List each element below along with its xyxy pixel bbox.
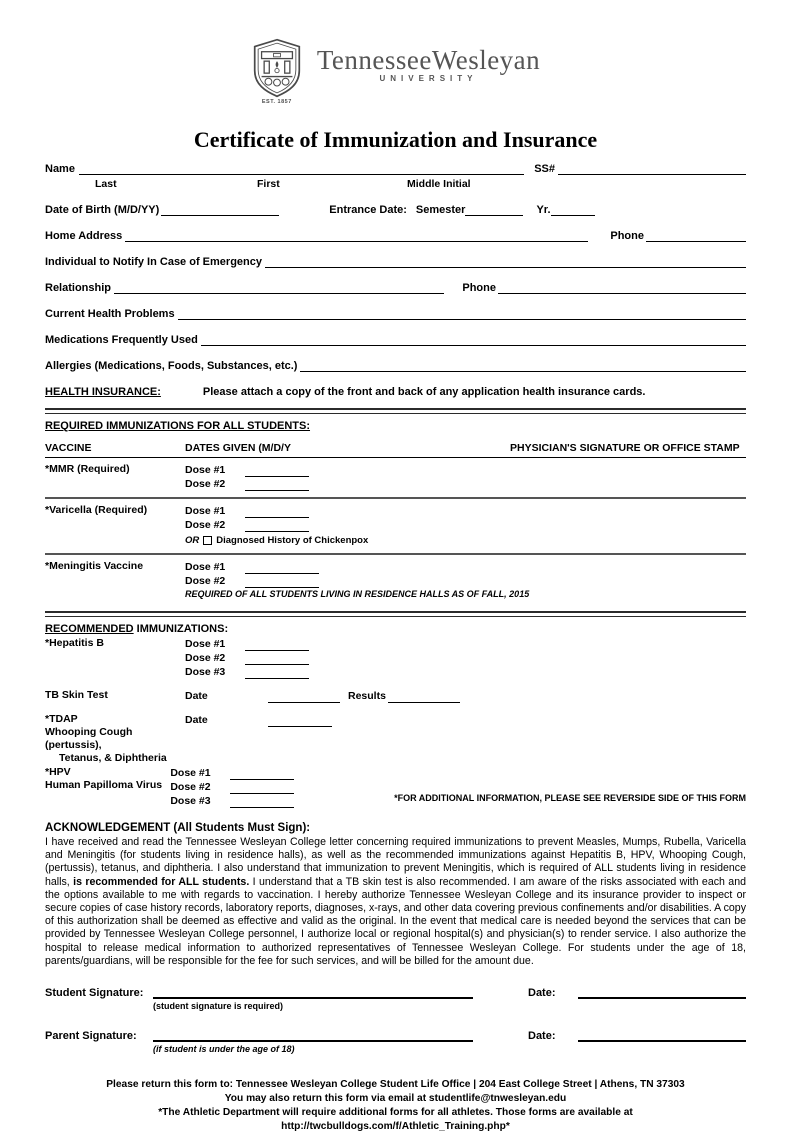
- varicella-dose1-label: Dose #1: [185, 505, 226, 517]
- parent-date-input-line[interactable]: [578, 1029, 746, 1042]
- hpv-row: [45, 766, 746, 808]
- footer: [45, 1078, 746, 1134]
- recommended-heading-rest: IMMUNIZATIONS:: [133, 623, 229, 635]
- meningitis-dose2-label: Dose #2: [185, 575, 226, 587]
- semester-label: Semester: [415, 204, 466, 216]
- university-wordmark: [317, 38, 540, 83]
- medications-label: Medications Frequently Used: [45, 334, 198, 346]
- additional-information-note: *FOR ADDITIONAL INFORMATION, PLEASE SEE REVERSIDE SIDE OF THIS FORM: [394, 793, 746, 803]
- acknowledgement-paragraph: [45, 836, 746, 968]
- tb-results-label: Results: [348, 690, 386, 702]
- dob-input-line[interactable]: [161, 204, 279, 216]
- vaccine-table-header: [45, 442, 746, 458]
- phone-label: Phone: [610, 230, 644, 242]
- meningitis-dose1-label: Dose #1: [185, 561, 226, 573]
- hepatitis-dose2-input-line[interactable]: [245, 654, 309, 665]
- varicella-label: *Varicella (Required): [45, 504, 148, 516]
- tdap-date-label: Date: [185, 714, 208, 726]
- varicella-physician-area[interactable]: [510, 504, 746, 547]
- medications-input-line[interactable]: [201, 334, 746, 346]
- required-immunizations-heading: REQUIRED IMMUNIZATIONS FOR ALL STUDENTS:: [45, 420, 311, 432]
- mmr-dose1-label: Dose #1: [185, 464, 226, 476]
- varicella-dose1-input-line[interactable]: [245, 507, 309, 518]
- parent-signature-row: [45, 1029, 746, 1042]
- recommended-immunizations-heading: [45, 623, 746, 635]
- parent-signature-label: Parent Signature:: [45, 1030, 137, 1043]
- parent-signature-note: (if student is under the age of 18): [153, 1044, 295, 1055]
- name-label: Name: [45, 163, 75, 175]
- varicella-dose2-label: Dose #2: [185, 519, 226, 531]
- health-insurance-instructions: Please attach a copy of the front and back of any application health insurance cards.: [202, 386, 646, 398]
- page-title: Certificate of Immunization and Insurance: [193, 127, 598, 152]
- tb-test-label: TB Skin Test: [45, 689, 108, 701]
- university-crest: [251, 38, 303, 105]
- hepatitis-dose1-input-line[interactable]: [245, 640, 309, 651]
- tb-test-row: [45, 689, 746, 703]
- allergies-input-line[interactable]: [300, 360, 746, 372]
- hpv-label: *HPV: [45, 766, 71, 778]
- emergency-contact-label: Individual to Notify In Case of Emergency: [45, 256, 262, 268]
- acknowledgement-heading: ACKNOWLEDGEMENT (All Students Must Sign):: [45, 822, 311, 834]
- tdap-date-input-line[interactable]: [268, 716, 332, 727]
- acknowledgement-text-bold: is recommended for ALL students.: [73, 875, 250, 888]
- emergency-contact-input-line[interactable]: [265, 256, 746, 268]
- footer-return-address: Please return this form to: Tennessee Wesleyan College Student Life Office | 204 East College Street | Athens, TN 37303: [106, 1079, 685, 1091]
- or-label: OR: [185, 535, 200, 546]
- chickenpox-checkbox-label: Diagnosed History of Chickenpox: [216, 535, 369, 546]
- dates-column-header: DATES GIVEN (M/D/Y: [185, 442, 291, 454]
- meningitis-physician-area[interactable]: [665, 560, 746, 601]
- phone2-label: Phone: [462, 282, 496, 294]
- tb-physician-area[interactable]: [510, 689, 746, 703]
- footer-email-note: You may also return this form via email at studentlife@tnwesleyan.edu: [224, 1093, 567, 1105]
- middle-initial-label: Middle Initial: [407, 178, 471, 190]
- student-signature-note: (student signature is required): [153, 1001, 284, 1012]
- section-divider: [45, 408, 746, 414]
- vaccine-column-header: VACCINE: [45, 442, 92, 454]
- mmr-label: *MMR (Required): [45, 463, 130, 475]
- university-logo: [45, 38, 746, 105]
- tb-results-input-line[interactable]: [388, 692, 460, 703]
- crest-shield-icon: [251, 38, 303, 98]
- tb-date-input-line[interactable]: [268, 692, 340, 703]
- name-input-line[interactable]: [79, 163, 524, 175]
- recommended-heading-underlined: RECOMMENDED: [45, 623, 134, 635]
- first-name-label: First: [257, 178, 280, 190]
- meningitis-requirement-note: REQUIRED OF ALL STUDENTS LIVING IN RESIDENCE HALLS AS OF FALL, 2015: [185, 589, 530, 599]
- chickenpox-checkbox[interactable]: [203, 536, 212, 545]
- hepatitis-label: *Hepatitis B: [45, 637, 104, 649]
- crest-established-text: EST. 1857: [261, 99, 292, 105]
- hpv-dose3-label: Dose #3: [170, 795, 211, 807]
- phone-input-line[interactable]: [646, 230, 746, 242]
- parent-signature-input-line[interactable]: [153, 1029, 473, 1042]
- mmr-dose2-input-line[interactable]: [245, 480, 309, 491]
- health-insurance-label: HEALTH INSURANCE:: [45, 386, 161, 398]
- tdap-physician-area[interactable]: [510, 713, 746, 765]
- home-address-label: Home Address: [45, 230, 123, 242]
- home-address-input-line[interactable]: [125, 230, 588, 242]
- meningitis-label: *Meningitis Vaccine: [45, 560, 144, 572]
- varicella-dose2-input-line[interactable]: [245, 521, 309, 532]
- university-name: TennesseeWesleyan: [316, 45, 541, 75]
- meningitis-dose1-input-line[interactable]: [245, 563, 319, 574]
- student-signature-label: Student Signature:: [45, 987, 144, 1000]
- hepatitis-dose1-label: Dose #1: [185, 638, 226, 650]
- mmr-physician-area[interactable]: [510, 463, 746, 491]
- tdap-sub2-label: Tetanus, & Diphtheria: [59, 752, 167, 764]
- relationship-input-line[interactable]: [114, 282, 444, 294]
- section-divider: [45, 611, 746, 617]
- health-problems-label: Current Health Problems: [45, 308, 175, 320]
- yr-label: Yr.: [536, 204, 551, 216]
- student-date-label: Date:: [528, 987, 556, 1000]
- mmr-row: [45, 463, 746, 491]
- tdap-row: [45, 713, 746, 765]
- ss-label: SS#: [534, 163, 555, 175]
- parent-date-label: Date:: [528, 1030, 556, 1043]
- hpv-dose1-label: Dose #1: [170, 767, 211, 779]
- relationship-label: Relationship: [45, 282, 112, 294]
- student-signature-row: [45, 986, 746, 999]
- meningitis-row: [45, 560, 746, 601]
- last-name-label: Last: [95, 178, 117, 190]
- hpv-sub-label: Human Papilloma Virus: [45, 779, 163, 791]
- meningitis-dose2-input-line[interactable]: [245, 577, 319, 588]
- hepatitis-dose3-input-line[interactable]: [245, 668, 309, 679]
- mmr-dose2-label: Dose #2: [185, 478, 226, 490]
- hpv-dose2-label: Dose #2: [170, 781, 211, 793]
- physician-column-header: PHYSICIAN'S SIGNATURE OR OFFICE STAMP: [510, 442, 740, 454]
- yr-input-line[interactable]: [551, 204, 595, 216]
- semester-input-line[interactable]: [465, 204, 523, 216]
- dob-label: Date of Birth (M/D/YY): [45, 204, 160, 216]
- student-signature-input-line[interactable]: [153, 986, 473, 999]
- hpv-dose3-input-line[interactable]: [230, 797, 294, 808]
- name-sublabels: [45, 178, 746, 190]
- acknowledgement-text-1: I have received and read the Tennessee Wesleyan College letter concerning required immunizations to prevent Measles, Mumps, Rubella, Varicella and Meningitis (for students living in residence halls), as well as the recommended immunizations against Hepatitis B, HPV, Whooping Cough, (pertussis), tetanus, and diphtheria. I also understand that immunization to prevent Meningitis, which is required of ALL students living in residence halls,: [45, 836, 746, 888]
- varicella-row: [45, 504, 746, 547]
- phone2-input-line[interactable]: [498, 282, 746, 294]
- footer-athletic-note: *The Athletic Department will require additional forms for all athletes. Those forms are available at http://twcbulldogs.com/f/Athletic_Training.php*: [158, 1107, 633, 1133]
- hepatitis-physician-area[interactable]: [510, 637, 746, 679]
- hepatitis-dose2-label: Dose #2: [185, 652, 226, 664]
- allergies-label: Allergies (Medications, Foods, Substances, etc.): [45, 360, 298, 372]
- tdap-sub1-label: Whooping Cough (pertussis),: [45, 726, 133, 751]
- row-divider: [45, 497, 746, 499]
- health-problems-input-line[interactable]: [178, 308, 746, 320]
- acknowledgement-text-2: I understand that a TB skin test is also recommended. I am aware of the risks associated with each and the options available to me with regards to vaccination. I hereby authorize Tennessee Wesleyan College and its insurance provider to inspect or secure copies of case history records, laboratory reports, diagnoses, x-rays, and other data covering previous confinements and/or disabilities. A copy of this authorization shall be deemed as effective and valid as the original. In the event that medical care is needed beyond the services that can be provided by Tennessee Wesleyan College personnel, I authorize local or regional hospital(s) and physician(s) to render service. I also authorize the hospital to release medical information to authorized representatives of Tennessee Wesleyan College. For students under the age of 18, parents/guardians, will be responsible for the fee for such services, and will be billed for the amount due.: [45, 875, 746, 967]
- tdap-label: *TDAP: [45, 713, 78, 725]
- entrance-date-label: Entrance Date:: [329, 204, 407, 216]
- hepatitis-dose3-label: Dose #3: [185, 666, 226, 678]
- hpv-dose1-input-line[interactable]: [230, 769, 294, 780]
- tb-date-label: Date: [185, 690, 208, 702]
- hepatitis-row: [45, 637, 746, 679]
- ss-input-line[interactable]: [558, 163, 746, 175]
- student-date-input-line[interactable]: [578, 986, 746, 999]
- mmr-dose1-input-line[interactable]: [245, 466, 309, 477]
- hpv-dose2-input-line[interactable]: [230, 783, 294, 794]
- row-divider: [45, 553, 746, 555]
- university-subtitle: UNIVERSITY: [379, 74, 478, 83]
